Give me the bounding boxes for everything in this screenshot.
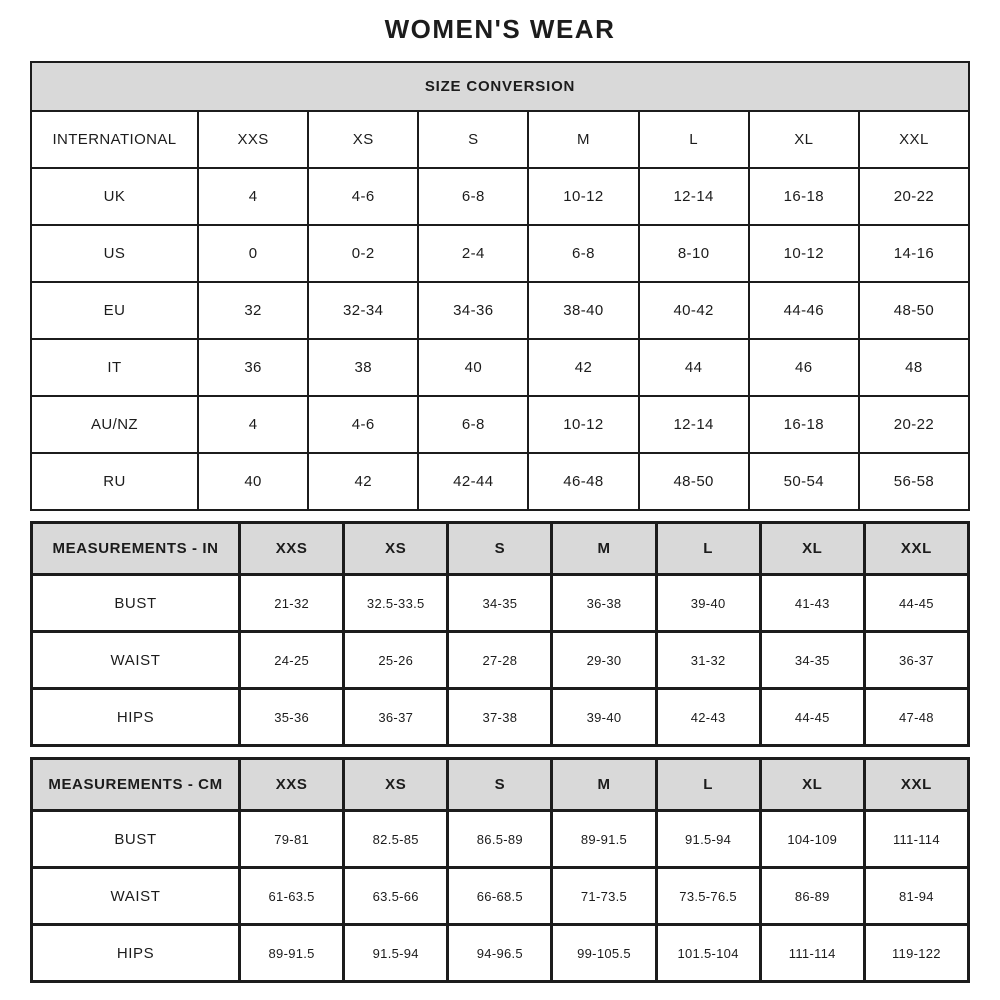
cell: 86-89: [760, 868, 864, 925]
size-header-row: [31, 111, 969, 168]
size-header-xxs: XXS: [240, 759, 344, 811]
cell: 16-18: [749, 168, 859, 225]
table-row-eu: [31, 282, 969, 339]
cell: 42-43: [656, 689, 760, 746]
cell: 32: [198, 282, 308, 339]
cell: 4-6: [308, 396, 418, 453]
cell: 44-45: [760, 689, 864, 746]
cell: 38: [308, 339, 418, 396]
cell: 41-43: [760, 575, 864, 632]
table-row-hips: [32, 925, 969, 982]
size-header-xxs: XXS: [240, 523, 344, 575]
cell: 29-30: [552, 632, 656, 689]
table-row-waist: [32, 868, 969, 925]
size-header-xl: XL: [760, 759, 864, 811]
size-header-s: S: [418, 111, 528, 168]
cell: 42-44: [418, 453, 528, 510]
measurements-in-section: [30, 521, 970, 747]
table-row-hips: [32, 689, 969, 746]
cell: 99-105.5: [552, 925, 656, 982]
cell: 10-12: [528, 396, 638, 453]
table-row-us: [31, 225, 969, 282]
measurements-in-table: [30, 521, 970, 747]
cell: 79-81: [240, 811, 344, 868]
cell: 86.5-89: [448, 811, 552, 868]
column-header-international: INTERNATIONAL: [31, 111, 198, 168]
cell: 2-4: [418, 225, 528, 282]
cell: 36-37: [344, 689, 448, 746]
row-label: AU/NZ: [31, 396, 198, 453]
cell: 4-6: [308, 168, 418, 225]
cell: 44: [639, 339, 749, 396]
cell: 81-94: [864, 868, 968, 925]
cell: 4: [198, 396, 308, 453]
cell: 89-91.5: [240, 925, 344, 982]
cell: 48: [859, 339, 969, 396]
row-label: HIPS: [32, 689, 240, 746]
size-header-xs: XS: [308, 111, 418, 168]
measurements-cm-section: [30, 757, 970, 983]
cell: 36-37: [864, 632, 968, 689]
size-header-m: M: [528, 111, 638, 168]
cell: 44-46: [749, 282, 859, 339]
cell: 104-109: [760, 811, 864, 868]
cell: 38-40: [528, 282, 638, 339]
table-title: MEASUREMENTS - CM: [32, 759, 240, 811]
cell: 8-10: [639, 225, 749, 282]
cell: 34-36: [418, 282, 528, 339]
size-header-xl: XL: [760, 523, 864, 575]
cell: 39-40: [552, 689, 656, 746]
cell: 56-58: [859, 453, 969, 510]
size-header-l: L: [656, 759, 760, 811]
cell: 32-34: [308, 282, 418, 339]
size-header-m: M: [552, 523, 656, 575]
cell: 6-8: [418, 396, 528, 453]
size-header-xl: XL: [749, 111, 859, 168]
cell: 101.5-104: [656, 925, 760, 982]
size-conversion-section: [30, 61, 970, 511]
cell: 6-8: [418, 168, 528, 225]
cell: 16-18: [749, 396, 859, 453]
cell: 35-36: [240, 689, 344, 746]
size-header-row: [32, 523, 969, 575]
size-header-xs: XS: [344, 523, 448, 575]
cell: 21-32: [240, 575, 344, 632]
table-row-bust: [32, 811, 969, 868]
cell: 48-50: [859, 282, 969, 339]
cell: 91.5-94: [656, 811, 760, 868]
table-row-bust: [32, 575, 969, 632]
size-header-l: L: [656, 523, 760, 575]
cell: 25-26: [344, 632, 448, 689]
page-title: WOMEN'S WEAR: [384, 14, 616, 44]
cell: 71-73.5: [552, 868, 656, 925]
cell: 0: [198, 225, 308, 282]
size-header-xxl: XXL: [859, 111, 969, 168]
cell: 36: [198, 339, 308, 396]
cell: 48-50: [639, 453, 749, 510]
cell: 36-38: [552, 575, 656, 632]
cell: 119-122: [864, 925, 968, 982]
cell: 111-114: [864, 811, 968, 868]
size-header-xxl: XXL: [864, 523, 968, 575]
cell: 14-16: [859, 225, 969, 282]
cell: 46-48: [528, 453, 638, 510]
cell: 4: [198, 168, 308, 225]
size-header-xs: XS: [344, 759, 448, 811]
measurements-cm-table: [30, 757, 970, 983]
row-label: WAIST: [32, 868, 240, 925]
size-header-s: S: [448, 523, 552, 575]
cell: 39-40: [656, 575, 760, 632]
row-label: WAIST: [32, 632, 240, 689]
cell: 63.5-66: [344, 868, 448, 925]
row-label: IT: [31, 339, 198, 396]
cell: 91.5-94: [344, 925, 448, 982]
cell: 44-45: [864, 575, 968, 632]
table-row-waist: [32, 632, 969, 689]
size-header-xxl: XXL: [864, 759, 968, 811]
cell: 61-63.5: [240, 868, 344, 925]
size-header-l: L: [639, 111, 749, 168]
cell: 20-22: [859, 168, 969, 225]
row-label: BUST: [32, 811, 240, 868]
cell: 32.5-33.5: [344, 575, 448, 632]
cell: 89-91.5: [552, 811, 656, 868]
cell: 82.5-85: [344, 811, 448, 868]
cell: 40: [198, 453, 308, 510]
row-label: US: [31, 225, 198, 282]
cell: 40-42: [639, 282, 749, 339]
cell: 42: [528, 339, 638, 396]
cell: 40: [418, 339, 528, 396]
table-row-uk: [31, 168, 969, 225]
row-label: HIPS: [32, 925, 240, 982]
cell: 0-2: [308, 225, 418, 282]
table-row-aunz: [31, 396, 969, 453]
cell: 50-54: [749, 453, 859, 510]
table-title: MEASUREMENTS - IN: [32, 523, 240, 575]
cell: 42: [308, 453, 418, 510]
cell: 47-48: [864, 689, 968, 746]
cell: 24-25: [240, 632, 344, 689]
cell: 66-68.5: [448, 868, 552, 925]
cell: 10-12: [528, 168, 638, 225]
size-header-s: S: [448, 759, 552, 811]
cell: 12-14: [639, 168, 749, 225]
cell: 46: [749, 339, 859, 396]
table-row-it: [31, 339, 969, 396]
cell: 10-12: [749, 225, 859, 282]
cell: 73.5-76.5: [656, 868, 760, 925]
size-header-m: M: [552, 759, 656, 811]
size-conversion-table: [30, 61, 970, 511]
table-title-row: [31, 62, 969, 111]
cell: 20-22: [859, 396, 969, 453]
size-header-row: [32, 759, 969, 811]
cell: 27-28: [448, 632, 552, 689]
cell: 31-32: [656, 632, 760, 689]
table-row-ru: [31, 453, 969, 510]
cell: 37-38: [448, 689, 552, 746]
table-title: SIZE CONVERSION: [31, 62, 969, 111]
cell: 12-14: [639, 396, 749, 453]
cell: 6-8: [528, 225, 638, 282]
cell: 111-114: [760, 925, 864, 982]
size-header-xxs: XXS: [198, 111, 308, 168]
row-label: BUST: [32, 575, 240, 632]
cell: 34-35: [448, 575, 552, 632]
row-label: RU: [31, 453, 198, 510]
cell: 34-35: [760, 632, 864, 689]
row-label: EU: [31, 282, 198, 339]
cell: 94-96.5: [448, 925, 552, 982]
row-label: UK: [31, 168, 198, 225]
